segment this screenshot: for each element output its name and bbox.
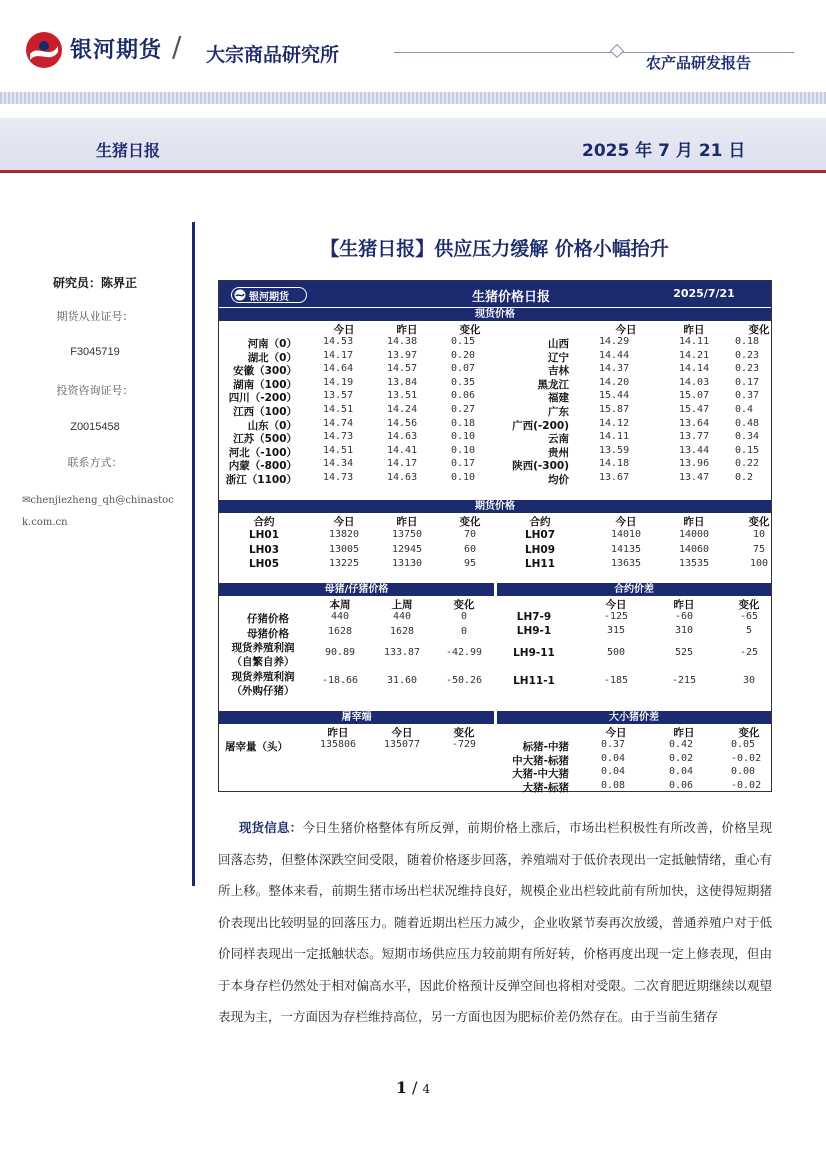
futures-header-right: 今日 (615, 516, 637, 528)
slaughter-header: 今日 (391, 727, 413, 739)
table-date: 2025/7/21 (673, 287, 735, 300)
futures-change-value: 75 (752, 543, 766, 555)
spot-yesterday-value: 14.14 (679, 363, 710, 375)
sow-change: 0 (460, 625, 468, 637)
spot-header-left: 今日 (333, 324, 355, 336)
table-logo-icon (234, 289, 246, 301)
paragraph-text: 今日生猪价格整体有所反弹，前期价格上涨后，市场出栏积极性有所改善，价格呈现回落态势，但整体深跌空间受限，随着价格逐步回落，养殖端对于低价表现出一定抵触情绪，重心有所上移。整体来看，前期生猪市场出栏状况维持良好，规模企业出栏较此前有所加快，这使得短期猪价表现出比较明显的回落压力。随着近期出栏压力减少，企业收紧节奏再次放缓，普通养殖户对于低价同样表现出一定抵触状态。短期市场供应压力较前期有所好转，价格再度出现一定上修表现，但由于本身存栏仍然处于相对偏高水平，因此价格预计反弹空间也将相对受限。二次育肥近期继续以观望表现为主，一方面因为存栏维持高位，另一方面也因为肥标价差仍然存在。由于当前生猪存 (218, 820, 772, 1024)
spot-yesterday-value: 14.17 (387, 458, 418, 470)
spread-change-value: -65 (739, 611, 759, 622)
spot-yesterday-value: 14.63 (387, 472, 418, 483)
spread-today-value: 315 (606, 625, 626, 636)
spot-change-value: 0.18 (735, 336, 760, 347)
spot-yesterday-value: 13.97 (387, 349, 418, 361)
spot-today-value: 13.67 (599, 472, 630, 483)
size-today-value: 0.04 (601, 752, 626, 764)
futures-header-left: 今日 (333, 516, 355, 528)
spot-yesterday-value: 13.44 (679, 444, 710, 456)
spot-region-label: 陕西(-300) (512, 460, 569, 473)
futures-yesterday-value: 14000 (678, 529, 710, 540)
profit-buy-sublabel: （外购仔猪） (231, 685, 295, 697)
spot-change-value: 0.27 (451, 404, 476, 415)
size-spread-section-bar: 大小猪价差 (497, 711, 771, 724)
spread-contract-label: LH9-1 (516, 625, 552, 637)
galaxy-futures-logo-icon (24, 30, 64, 70)
futures-contract-label: LH03 (248, 543, 280, 556)
profit-buy-value: 31.60 (386, 675, 418, 686)
spot-change-value: 0.34 (735, 431, 760, 443)
spot-region-label: 云南 (548, 433, 569, 446)
spot-today-value: 13.59 (599, 444, 630, 456)
futures-contract-label: LH01 (248, 529, 280, 541)
spot-region-label: 河南（0） (247, 338, 297, 350)
spot-header-right: 今日 (615, 324, 637, 336)
spot-region-label: 江苏（500） (233, 433, 297, 446)
futures-contract-label: LH05 (248, 558, 280, 570)
futures-section-bar: 期货价格 (219, 500, 771, 513)
article-title: 【生猪日报】供应压力缓解 价格小幅抬升 (320, 238, 669, 260)
spot-today-value: 14.11 (599, 431, 630, 443)
futures-yesterday-value: 13130 (391, 558, 423, 569)
license-label: 期货从业证号： (56, 310, 134, 323)
spread-yesterday-value: 310 (674, 625, 694, 636)
page-total: 4 (422, 1082, 431, 1096)
spot-change-value: 0.48 (735, 417, 760, 429)
spot-region-label: 吉林 (548, 365, 569, 378)
sow-header: 本周 (329, 599, 351, 611)
size-spread-label: 大猪-标猪 (522, 781, 569, 794)
spot-yesterday-value: 15.07 (679, 390, 710, 402)
size-yesterday-value: 0.02 (669, 752, 694, 764)
spot-yesterday-value: 14.03 (679, 376, 710, 388)
spot-change-value: 0.10 (451, 431, 476, 443)
futures-yesterday-value: 13535 (678, 558, 710, 569)
spot-header-left: 昨日 (396, 324, 418, 336)
spot-region-label: 江西（100） (233, 406, 297, 418)
spot-change-value: 0.07 (451, 363, 476, 375)
spot-today-value: 14.34 (323, 458, 354, 470)
futures-contract-label: LH11 (524, 558, 556, 570)
spot-today-value: 13.57 (323, 390, 354, 402)
profit-self-sublabel: （自繁自养） (231, 656, 295, 668)
spread-today-value: -125 (603, 611, 629, 622)
spot-region-label: 湖南（100） (233, 378, 297, 391)
spot-today-value: 14.51 (323, 444, 354, 456)
futures-header-left: 合约 (253, 516, 275, 528)
report-type: 农产品研发报告 (646, 54, 752, 72)
size-today-value: 0.08 (601, 779, 626, 791)
spot-region-label: 辽宁 (548, 351, 569, 364)
profit-self-value: -42.99 (445, 647, 483, 658)
spot-yesterday-value: 14.41 (387, 444, 418, 456)
spot-region-label: 四川（-200） (228, 392, 297, 405)
size-header: 今日 (605, 727, 627, 739)
email-link[interactable] (22, 490, 182, 534)
sow-row-label: 仔猪价格 (247, 613, 289, 625)
size-yesterday-value: 0.06 (669, 779, 694, 791)
spot-today-value: 15.87 (599, 404, 630, 415)
diamond-ornament-icon (610, 44, 624, 58)
futures-today-value: 13005 (328, 543, 360, 555)
spot-today-value: 14.73 (323, 472, 354, 483)
page-number (0, 1078, 826, 1097)
spot-yesterday-value: 14.56 (387, 417, 418, 429)
size-yesterday-value: 0.04 (669, 766, 694, 778)
consult-value: Z0015458 (70, 421, 120, 433)
spot-change-value: 0.23 (735, 349, 760, 361)
size-change-value: -0.02 (731, 752, 762, 764)
spot-today-value: 14.53 (323, 336, 354, 347)
institute-name: 大宗商品研究所 (206, 44, 340, 66)
futures-header-right: 昨日 (683, 516, 705, 528)
spread-contract-label: LH7-9 (516, 611, 552, 623)
spot-yesterday-value: 13.96 (679, 458, 710, 470)
spot-section-bar: 现货价格 (219, 308, 771, 321)
slaughter-today: 135077 (383, 739, 421, 750)
spot-today-value: 14.44 (599, 349, 630, 361)
spread-header: 昨日 (673, 599, 695, 611)
analyst-name: 研究员：陈界正 (52, 276, 137, 290)
spot-yesterday-value: 13.84 (387, 376, 418, 388)
spread-section-bar: 合约价差 (497, 583, 771, 596)
spot-today-value: 14.19 (323, 376, 354, 388)
spot-region-label: 山东（0） (247, 419, 297, 432)
spread-today-value: 500 (606, 647, 626, 658)
spot-yesterday-value: 13.47 (679, 472, 710, 483)
futures-yesterday-value: 13750 (391, 529, 423, 540)
spot-yesterday-value: 15.47 (679, 404, 710, 415)
spot-change-value: 0.17 (451, 458, 476, 470)
spot-region-label: 内蒙（-800） (228, 460, 297, 473)
sow-row-label: 母猪价格 (247, 627, 289, 640)
spot-yesterday-value: 14.11 (679, 336, 710, 347)
price-table (218, 280, 772, 792)
futures-header-left: 变化 (459, 516, 481, 528)
spot-today-value: 14.64 (323, 363, 354, 375)
license-value: F3045719 (70, 346, 120, 358)
spot-region-label: 山西 (548, 338, 569, 350)
spread-contract-label: LH11-1 (513, 675, 555, 687)
spot-today-value: 14.74 (323, 417, 354, 429)
futures-today-value: 13225 (328, 558, 360, 569)
spot-today-value: 14.12 (599, 417, 630, 429)
profit-buy-label: 现货养殖利润 (231, 671, 295, 683)
sow-section-bar: 母猪/仔猪价格 (219, 583, 494, 596)
spot-change-value: 0.22 (735, 458, 760, 470)
futures-contract-label: LH09 (524, 543, 556, 556)
spot-change-value: 0.15 (735, 444, 760, 456)
spot-change-value: 0.10 (451, 472, 476, 483)
spot-region-label: 福建 (548, 392, 569, 405)
futures-change-value: 70 (463, 529, 477, 540)
logo-text: 银河期货 (70, 38, 163, 63)
size-change-value: 0.05 (731, 739, 756, 750)
futures-change-value: 100 (749, 558, 769, 569)
spot-header-right: 昨日 (683, 324, 705, 336)
slaughter-section-bar: 屠宰端 (219, 711, 494, 724)
header-stripe (0, 92, 826, 104)
table-logo-text: 银河期货 (249, 292, 289, 303)
futures-today-value: 13635 (610, 558, 642, 569)
spot-change-value: 0.20 (451, 349, 476, 361)
sow-header: 变化 (453, 599, 475, 611)
sow-header: 上周 (391, 599, 413, 611)
profit-buy-value: -50.26 (445, 675, 483, 686)
spot-yesterday-value: 13.51 (387, 390, 418, 402)
sow-this-week: 440 (330, 611, 350, 622)
page-separator: / (406, 1078, 423, 1097)
futures-today-value: 13820 (328, 529, 360, 540)
profit-self-label: 现货养殖利润 (231, 642, 295, 654)
sidebar-divider (192, 222, 195, 886)
spot-yesterday-value: 14.63 (387, 431, 418, 443)
spot-yesterday-value: 14.21 (679, 349, 710, 361)
futures-today-value: 14010 (610, 529, 642, 540)
spot-info-paragraph (218, 812, 772, 1033)
slaughter-change: -729 (451, 739, 477, 750)
profit-self-value: 133.87 (383, 647, 421, 658)
spread-today-value: -185 (603, 675, 629, 686)
spot-yesterday-value: 14.57 (387, 363, 418, 375)
spot-header-left: 变化 (459, 324, 481, 336)
spot-change-value: 0.10 (451, 444, 476, 456)
spot-change-value: 0.17 (735, 376, 760, 388)
futures-header-right: 变化 (748, 516, 770, 528)
mail-icon: ✉ (22, 495, 31, 506)
spread-change-value: 5 (745, 625, 753, 636)
size-change-value: 0.00 (731, 766, 756, 778)
spot-today-value: 14.18 (599, 458, 630, 470)
spread-header: 变化 (738, 599, 760, 611)
size-yesterday-value: 0.42 (669, 739, 694, 750)
spread-contract-label: LH9-11 (513, 647, 555, 659)
size-header: 昨日 (673, 727, 695, 739)
slaughter-label: 屠宰量（头） (225, 741, 288, 753)
spot-change-value: 0.37 (735, 390, 760, 402)
spot-header-right: 变化 (748, 324, 770, 336)
spot-today-value: 14.17 (323, 349, 354, 361)
spot-change-value: 0.35 (451, 376, 476, 388)
size-header: 变化 (738, 727, 760, 739)
sow-this-week: 1628 (327, 625, 353, 637)
spot-yesterday-value: 14.24 (387, 404, 418, 415)
spot-today-value: 15.44 (599, 390, 630, 402)
spread-header: 今日 (605, 599, 627, 611)
spread-yesterday-value: -215 (671, 675, 697, 686)
spot-region-label: 安徽（300） (233, 365, 297, 378)
paragraph-label: 现货信息： (238, 820, 303, 835)
spot-region-label: 河北（-100） (228, 446, 297, 459)
profit-buy-value: -18.66 (321, 675, 359, 686)
futures-change-value: 60 (463, 543, 477, 555)
futures-contract-label: LH07 (524, 529, 556, 541)
size-today-value: 0.04 (601, 766, 626, 778)
spot-change-value: 0.15 (451, 336, 476, 347)
spot-yesterday-value: 14.38 (387, 336, 418, 347)
report-name: 生猪日报 (96, 141, 161, 160)
spot-region-label: 广西(-200) (512, 419, 569, 432)
futures-today-value: 14135 (610, 543, 642, 555)
spread-change-value: 30 (742, 675, 756, 686)
contact-label: 联系方式： (67, 456, 123, 469)
band-red-rule (0, 170, 826, 173)
logo-separator: / (172, 30, 182, 63)
futures-yesterday-value: 12945 (391, 543, 423, 555)
consult-label: 投资咨询证号： (56, 384, 134, 397)
spot-change-value: 0.2 (735, 472, 754, 483)
spot-region-label: 湖北（0） (247, 351, 297, 364)
spot-change-value: 0.23 (735, 363, 760, 375)
spread-yesterday-value: 525 (674, 647, 694, 658)
spot-region-label: 浙江（1100） (225, 474, 297, 486)
spot-yesterday-value: 13.77 (679, 431, 710, 443)
size-spread-label: 标猪-中猪 (522, 741, 569, 753)
sow-change: 0 (460, 611, 468, 622)
spot-change-value: 0.18 (451, 417, 476, 429)
futures-change-value: 10 (752, 529, 766, 540)
futures-header-right: 合约 (529, 516, 551, 528)
spot-today-value: 14.20 (599, 376, 630, 388)
futures-change-value: 95 (463, 558, 477, 569)
spot-today-value: 14.51 (323, 404, 354, 415)
report-date: 2025 年 7 月 21 日 (582, 141, 746, 161)
spot-yesterday-value: 13.64 (679, 417, 710, 429)
slaughter-header: 变化 (453, 727, 475, 739)
size-change-value: -0.02 (731, 779, 762, 791)
spread-change-value: -25 (739, 647, 759, 658)
sow-last-week: 440 (392, 611, 412, 622)
spot-region-label: 均价 (548, 474, 569, 486)
spot-region-label: 贵州 (548, 446, 569, 459)
spot-today-value: 14.73 (323, 431, 354, 443)
futures-header-left: 昨日 (396, 516, 418, 528)
spot-change-value: 0.4 (735, 404, 754, 415)
email-text[interactable]: chenjiezheng_qh@chinastock.com.cn (22, 495, 174, 528)
spot-region-label: 广东 (548, 406, 569, 418)
spot-change-value: 0.06 (451, 390, 476, 402)
page-header (0, 0, 826, 92)
slaughter-yesterday: 135806 (319, 739, 357, 750)
table-title: 生猪价格日报 (471, 290, 550, 305)
spot-region-label: 黑龙江 (537, 378, 569, 391)
spot-today-value: 14.37 (599, 363, 630, 375)
size-today-value: 0.37 (601, 739, 626, 750)
size-spread-label: 中大猪-标猪 (512, 754, 569, 767)
spot-today-value: 14.29 (599, 336, 630, 347)
page-current: 1 (395, 1078, 407, 1097)
slaughter-header: 昨日 (327, 727, 349, 739)
sow-last-week: 1628 (389, 625, 415, 637)
spread-yesterday-value: -60 (674, 611, 694, 622)
futures-yesterday-value: 14060 (678, 543, 710, 555)
profit-self-value: 90.89 (324, 647, 356, 658)
size-spread-label: 大猪-中大猪 (512, 768, 569, 781)
